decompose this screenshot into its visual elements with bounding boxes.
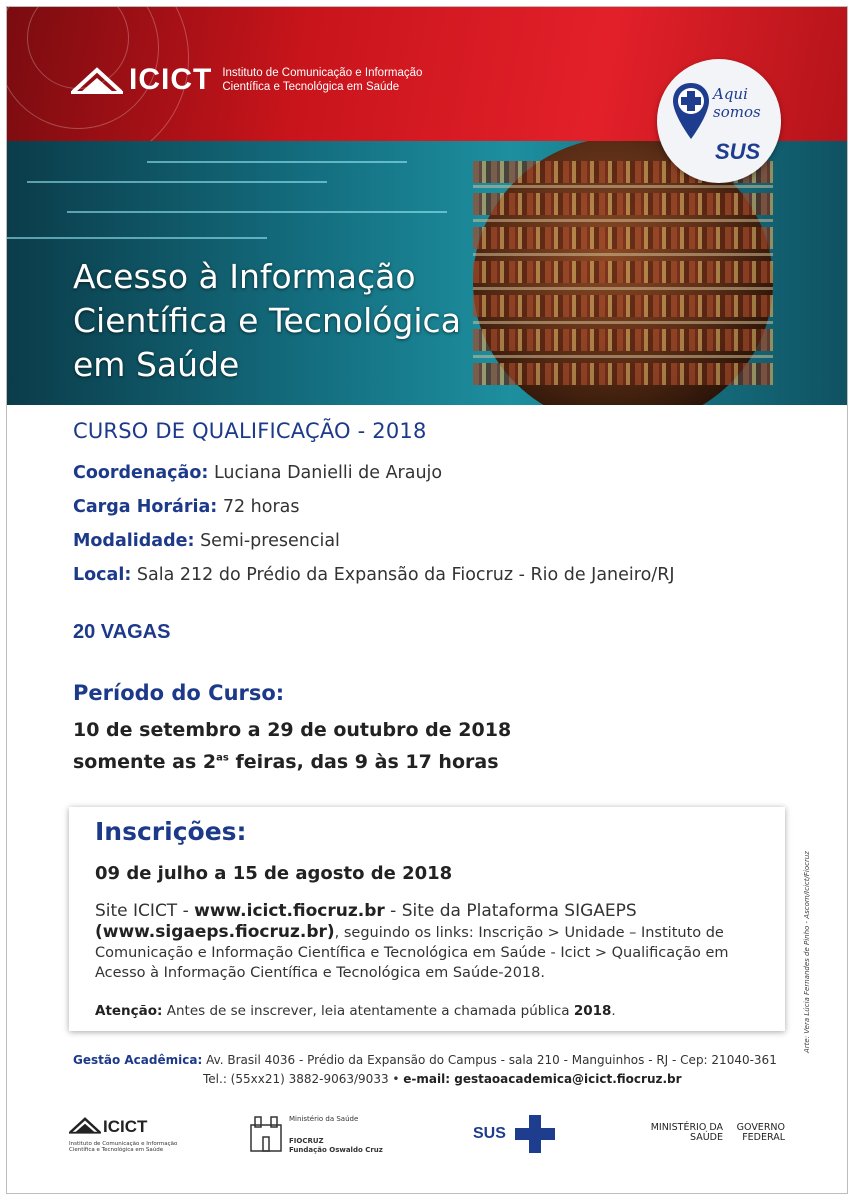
logo-text: ICICT <box>103 1117 148 1136</box>
row-value: 72 horas <box>217 497 300 517</box>
contact-label: Gestão Acadêmica: <box>73 1053 203 1067</box>
periodo-schedule <box>73 751 499 773</box>
org-full-name <box>222 66 422 94</box>
coordenacao-row <box>73 463 442 483</box>
shelf <box>473 355 773 358</box>
row-value: Semi-presencial <box>194 531 340 551</box>
local-row <box>73 565 675 585</box>
book-row <box>473 329 773 351</box>
logo-text: GOVERNO FEDERAL <box>736 1122 785 1143</box>
contact-address: Av. Brasil 4036 - Prédio da Expansão do Campus - sala 210 - Manguinhos - RJ - Cep: 21040-361 <box>202 1053 777 1067</box>
atencao-text: Antes de se inscrever, leia atentamente a chamada pública <box>162 1003 574 1019</box>
atencao-year: 2018 <box>573 1003 612 1019</box>
title-line: em Saúde <box>73 345 240 384</box>
atencao-label: Atenção: <box>95 1003 163 1019</box>
schedule-text: somente as 2 <box>73 751 217 773</box>
credit-text: Arte: Vera Lúcia Fernandes de Pinho - Ascom/Icict/Fiocruz <box>803 851 811 1053</box>
modalidade-row <box>73 531 340 551</box>
org-short-name: ICICT <box>129 63 213 96</box>
inscricoes-dates: 09 de julho a 15 de agosto de 2018 <box>95 863 453 884</box>
periodo-dates: 10 de setembro a 29 de outubro de 2018 <box>73 719 512 741</box>
sus-cross-icon <box>515 1115 555 1153</box>
logo-subtext: Instituto de Comunicação e Informação Científica e Tecnológica em Saúde <box>69 1141 178 1153</box>
badge-sus-text: SUS <box>715 139 761 164</box>
title-line: Acesso à Informação <box>73 257 416 296</box>
row-value: Sala 212 do Prédio da Expansão da Fiocruz - Rio de Janeiro/RJ <box>131 565 675 585</box>
sigaeps-site-link[interactable]: (www.sigaeps.fiocruz.br) <box>95 922 335 942</box>
carga-horaria-row <box>73 497 300 517</box>
instruction-text: , seguindo os links: Inscrição > Unidade – Instituto de Comunicação e Informação Científica e Tecnológica em Saúde - Icict > Qualificação em Acesso à Informação Científica e Tecnológica em Saúde-2018. <box>95 925 729 981</box>
contact-phone-email <box>73 1070 777 1089</box>
logo-text: Ministério da Saúde <box>289 1115 359 1123</box>
row-label: Local: <box>73 565 132 585</box>
vagas-count: 20 VAGAS <box>73 621 171 643</box>
governo-federal-logo <box>641 1111 791 1157</box>
light-streak <box>67 211 447 213</box>
sus-logo <box>473 1111 563 1157</box>
map-pin-cross-icon <box>671 81 711 143</box>
course-title <box>73 255 461 387</box>
badge-text: somos <box>713 103 761 121</box>
logo-text: Fundação Oswaldo Cruz <box>289 1146 383 1154</box>
icict-header-logo <box>71 63 422 97</box>
shelf <box>473 253 773 256</box>
ordinal-sup: as <box>216 752 229 764</box>
instruction-text: Site ICICT - <box>95 901 195 921</box>
logo-text: SUS <box>473 1125 506 1142</box>
fiocruz-logo <box>249 1111 399 1157</box>
schedule-text: feiras, das 9 às 17 horas <box>228 751 499 773</box>
icict-footer-logo <box>69 1111 189 1157</box>
art-credit <box>801 851 817 1057</box>
inscricoes-heading: Inscrições: <box>95 817 247 846</box>
poster <box>6 6 848 1194</box>
email-label: e-mail: <box>403 1072 451 1086</box>
book-row <box>473 295 773 317</box>
row-label: Carga Horária: <box>73 497 218 517</box>
book-row <box>473 227 773 249</box>
contact-email-link[interactable]: gestaoacademica@icict.fiocruz.br <box>450 1072 682 1086</box>
badge-tagline <box>713 85 761 121</box>
book-row <box>473 363 773 385</box>
book-row <box>473 193 773 215</box>
badge-text: Aqui <box>713 85 748 103</box>
row-label: Coordenação: <box>73 463 209 483</box>
shelf <box>473 219 773 222</box>
instruction-text: - Site da Plataforma SIGAEPS <box>384 901 637 921</box>
course-heading: CURSO DE QUALIFICAÇÃO - 2018 <box>73 419 427 443</box>
periodo-heading: Período do Curso: <box>73 681 285 705</box>
castle-icon <box>249 1113 283 1153</box>
shelf <box>473 321 773 324</box>
light-streak <box>147 161 407 163</box>
row-value: Luciana Danielli de Araujo <box>208 463 443 483</box>
contact-phone: Tel.: (55xx21) 3882-9063/9033 • <box>203 1072 404 1086</box>
org-name-line: Científica e Tecnológica em Saúde <box>222 81 400 93</box>
icict-logo-icon <box>71 65 123 95</box>
shelf <box>473 287 773 290</box>
org-name-line: Instituto de Comunicação e Informação <box>222 67 423 79</box>
atencao-note <box>95 1003 616 1019</box>
logo-text: FIOCRUZ <box>289 1137 324 1145</box>
atencao-text: . <box>611 1003 616 1019</box>
gestao-academica-contact <box>73 1051 777 1089</box>
row-label: Modalidade: <box>73 531 195 551</box>
light-streak <box>7 237 267 239</box>
icict-site-link[interactable]: www.icict.fiocruz.br <box>194 901 385 921</box>
inscricoes-box <box>69 807 785 1031</box>
book-row <box>473 261 773 283</box>
shelf <box>473 185 773 188</box>
aqui-somos-sus-badge <box>657 59 781 183</box>
inscricoes-instructions <box>95 901 775 983</box>
title-line: Científica e Tecnológica <box>73 301 461 340</box>
light-streak <box>27 181 327 183</box>
icict-logo-icon <box>69 1115 101 1135</box>
logo-text: MINISTÉRIO DA SAÚDE <box>650 1122 723 1143</box>
